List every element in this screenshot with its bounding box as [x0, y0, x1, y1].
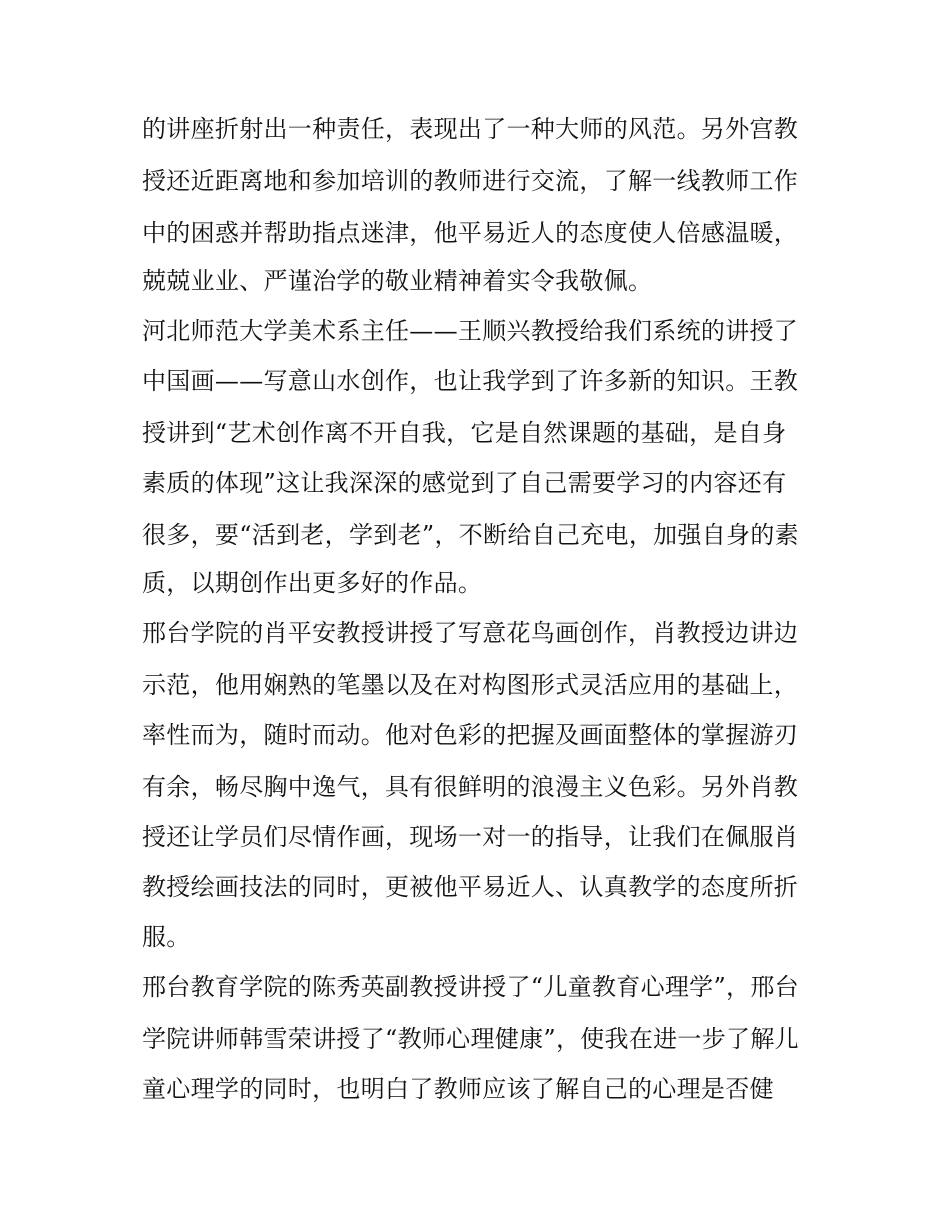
- text-line-6: 中国画——写意山水创作，也让我学到了许多新的知识。王教: [142, 367, 799, 395]
- text-line-2: 授还近距离地和参加培训的教师进行交流，了解一线教师工作: [142, 167, 799, 195]
- text-line-12: 示范，他用娴熟的笔墨以及在对构图形式灵活应用的基础上，: [142, 671, 799, 699]
- text-line-16: 教授绘画技法的同时，更被他平易近人、认真教学的态度所折: [142, 873, 799, 901]
- text-line-1: 的讲座折射出一种责任，表现出了一种大师的风范。另外宫教: [142, 115, 799, 143]
- text-line-20: 童心理学的同时，也明白了教师应该了解自己的心理是否健: [142, 1075, 774, 1103]
- text-line-18: 邢台教育学院的陈秀英副教授讲授了“儿童教育心理学”，邢台: [142, 973, 799, 1001]
- text-line-14: 有余，畅尽胸中逸气，具有很鲜明的浪漫主义色彩。另外肖教: [142, 773, 799, 801]
- text-line-7: 授讲到“艺术创作离不开自我，它是自然课题的基础，是自身: [142, 419, 787, 447]
- text-line-9: 很多，要“活到老，学到老”，不断给自己充电，加强自身的素: [142, 521, 799, 549]
- text-line-8: 素质的体现”这让我深深的感觉到了自己需要学习的内容还有: [142, 469, 787, 497]
- text-line-15: 授还让学员们尽情作画，现场一对一的指导，让我们在佩服肖: [142, 823, 799, 851]
- text-line-17: 服。: [142, 923, 191, 951]
- text-line-11: 邢台学院的肖平安教授讲授了写意花鸟画创作，肖教授边讲边: [142, 619, 799, 647]
- text-line-5: 河北师范大学美术系主任——王顺兴教授给我们系统的讲授了: [142, 317, 799, 345]
- text-line-3: 中的困惑并帮助指点迷津，他平易近人的态度使人倍感温暖，: [142, 219, 799, 247]
- text-line-10: 质，以期创作出更多好的作品。: [142, 569, 483, 597]
- text-line-13: 率性而为，随时而动。他对色彩的把握及画面整体的掌握游刃: [142, 721, 799, 749]
- text-line-4: 兢兢业业、严谨治学的敬业精神着实令我敬佩。: [142, 267, 653, 295]
- text-line-19: 学院讲师韩雪荣讲授了“教师心理健康”，使我在进一步了解儿: [142, 1025, 799, 1053]
